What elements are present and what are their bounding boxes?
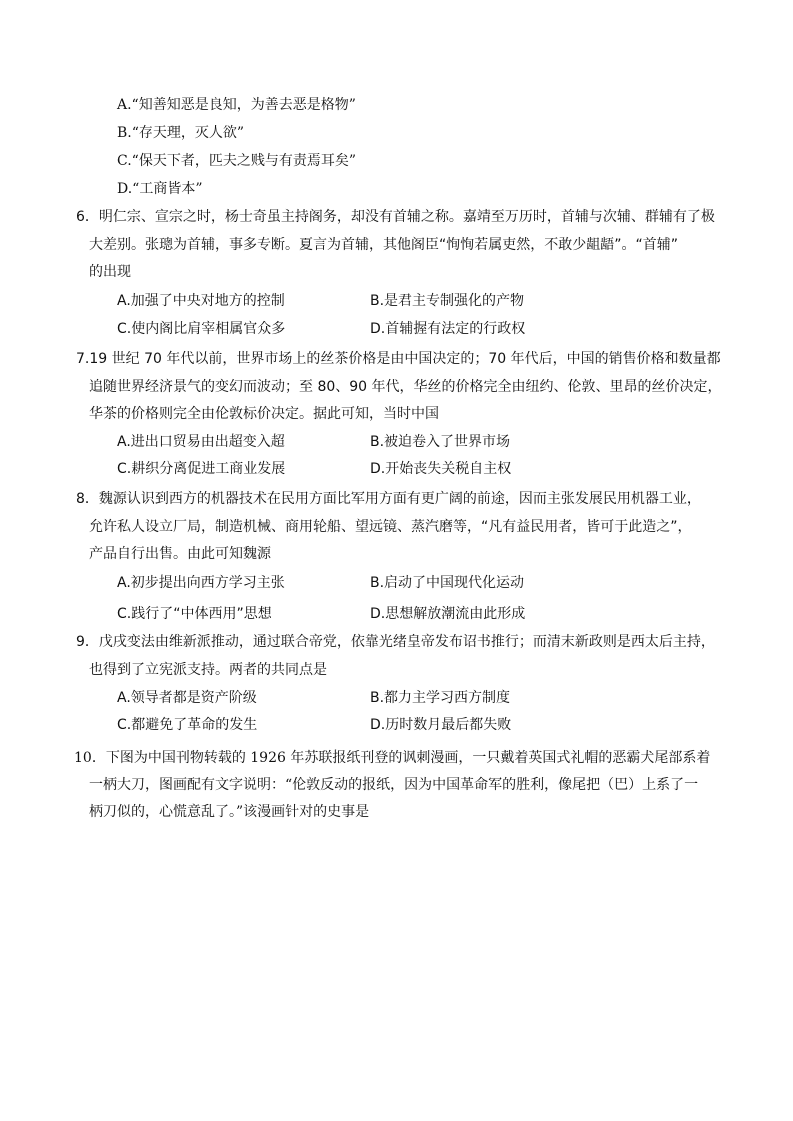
q9-option-b: B.都力主学习西方制度	[370, 690, 511, 706]
q10-stem-line-2: 一柄大刀，图画配有文字说明：“伦敦反动的报纸，因为中国革命军的胜利，像尾把（巴）上系了一	[89, 777, 699, 793]
q6-option-b: B.是君主专制强化的产物	[370, 293, 525, 309]
q9-stem-line-1: 9．戊戌变法由维新派推动，通过联合帝党，依靠光绪皇帝发布诏书推行；而清末新政则是西太后主持，	[76, 634, 715, 650]
q7-option-c: C.耕织分离促进工商业发展	[117, 461, 286, 477]
q6-option-c: C.使内阁比肩宰相属官众多	[117, 321, 286, 337]
q7-option-b: B.被迫卷入了世界市场	[370, 434, 511, 450]
q5-option-b: B.“存天理，灭人欲”	[117, 125, 245, 141]
q5-option-d: D.“工商皆本”	[117, 181, 203, 197]
q9-option-c: C.都避免了革命的发生	[117, 717, 258, 733]
q7-stem-line-3: 华茶的价格则完全由伦敦标价决定。据此可知，当时中国	[89, 406, 439, 422]
q5-option-c: C.“保天下者，匹夫之贱与有责焉耳矣”	[117, 153, 356, 169]
q8-option-c: C.践行了“中体西用”思想	[117, 606, 272, 622]
q6-stem-line-3: 的出现	[89, 264, 131, 280]
q8-stem-line-3: 产品自行出售。由此可知魏源	[89, 546, 271, 562]
q7-option-d: D.开始丧失关税自主权	[370, 461, 512, 477]
q6-option-d: D.首辅握有法定的行政权	[370, 321, 526, 337]
q7-stem-line-1: 7.19 世纪 70 年代以前，世界市场上的丝茶价格是由中国决定的；70 年代后，中国的销售价格和数量都	[76, 351, 721, 367]
q7-stem-line-2: 追随世界经济景气的变幻而波动；至 80、90 年代，华丝的价格完全由纽约、伦敦、里昂的丝价决定，	[89, 379, 722, 395]
q8-option-d: D.思想解放潮流由此形成	[370, 606, 526, 622]
q10-stem-line-3: 柄刀似的，心慌意乱了。”该漫画针对的史事是	[89, 804, 370, 820]
q8-stem-line-2: 允许私人设立厂局，制造机械、商用轮船、望远镜、蒸汽磨等，“凡有益民用者，皆可于此造之”，	[89, 519, 692, 535]
q6-option-a: A.加强了中央对地方的控制	[117, 293, 285, 309]
q5-option-a: A.“知善知恶是良知，为善去恶是格物”	[117, 97, 356, 113]
q7-option-a: A.进出口贸易由出超变入超	[117, 434, 285, 450]
q6-stem-line-1: 6．明仁宗、宣宗之时，杨士奇虽主持阁务，却没有首辅之称。嘉靖至万历时，首辅与次辅、群辅有了极	[76, 209, 715, 225]
q8-stem-line-1: 8．魏源认识到西方的机器技术在民用方面比军用方面有更广阔的前途，因而主张发展民用机器工业，	[76, 491, 701, 507]
q9-option-d: D.历时数月最后都失败	[370, 717, 512, 733]
q6-stem-line-2: 大差别。张璁为首辅，事多专断。夏言为首辅，其他阁臣“恂恂若属吏然，不敢少龃龉”。“首辅”	[89, 237, 679, 253]
q9-option-a: A.领导者都是资产阶级	[117, 690, 257, 706]
q8-option-b: B.启动了中国现代化运动	[370, 575, 525, 591]
q8-option-a: A.初步提出向西方学习主张	[117, 575, 285, 591]
q9-stem-line-2: 也得到了立宪派支持。两者的共同点是	[89, 662, 327, 678]
q10-stem-line-1: 10．下图为中国刊物转载的 1926 年苏联报纸刊登的讽刺漫画，一只戴着英国式礼帽的恶霸犬尾部系着	[74, 750, 711, 766]
